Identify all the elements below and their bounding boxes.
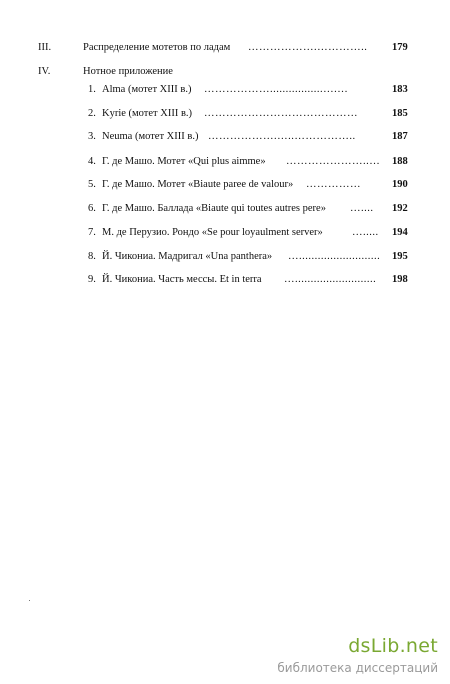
- scan-speck: [29, 600, 30, 601]
- toc-entry-leader: ……………….................….…: [204, 84, 349, 95]
- watermark-logo: dsLib.net: [348, 635, 438, 657]
- toc-entry-page: 195: [392, 251, 408, 262]
- toc-entry-title: Г. де Машо. Мотет «Biaute paree de valour»: [102, 179, 294, 190]
- toc-entry-title: Kyrie (мотет XIII в.): [102, 108, 193, 119]
- toc-entry-page: 198: [392, 274, 408, 285]
- toc-entry-leader: …..........................: [288, 251, 381, 262]
- toc-entry-number: 6.: [88, 203, 96, 214]
- toc-entry-page: 194: [392, 227, 408, 238]
- toc-entry-number: 4.: [88, 156, 96, 167]
- toc-entry-title: Й. Чикониа. Мадригал «Una panthera»: [102, 251, 273, 262]
- toc-entry-page: 187: [392, 131, 408, 142]
- toc-entry-leader: ….....: [352, 227, 379, 238]
- watermark-subtitle: библиотека диссертаций: [277, 661, 438, 675]
- watermark: [277, 635, 450, 684]
- toc-entry-page: 179: [392, 42, 408, 53]
- toc-entry-title: Г. де Машо. Баллада «Biaute qui toutes autres pere»: [102, 203, 326, 214]
- toc-entry-number: 2.: [88, 108, 96, 119]
- toc-entry-page: 185: [392, 108, 408, 119]
- toc-entry-leader: ……………: [306, 179, 361, 190]
- toc-entry-leader: ……………….…..……………..: [208, 131, 356, 142]
- toc-entry-leader: …..........................: [284, 274, 377, 285]
- toc-entry-number: IV.: [38, 66, 51, 77]
- toc-entry-title: Нотное приложение: [83, 66, 173, 77]
- toc-entry-number: 3.: [88, 131, 96, 142]
- toc-entry-title: Neuma (мотет XIII в.): [102, 131, 199, 142]
- toc-entry-leader: ……………….…………..: [248, 42, 368, 53]
- toc-entry-title: Распределение мотетов по ладам: [83, 42, 231, 53]
- toc-entry-title: М. де Перузио. Рондо «Se pour loyaulment server»: [102, 227, 323, 238]
- toc-entry-number: III.: [38, 42, 52, 53]
- toc-entry-number: 1.: [88, 84, 96, 95]
- toc-entry-number: 5.: [88, 179, 96, 190]
- toc-entry-leader: …………………..…: [286, 156, 381, 167]
- toc-entry-page: 192: [392, 203, 408, 214]
- toc-entry-title: Й. Чикониа. Часть мессы. Et in terra: [102, 274, 262, 285]
- toc-entry-number: 8.: [88, 251, 96, 262]
- toc-entry-page: 183: [392, 84, 408, 95]
- toc-entry-page: 188: [392, 156, 408, 167]
- toc-entry-number: 9.: [88, 274, 96, 285]
- toc-entry-leader: ……………………………………: [204, 108, 358, 119]
- toc-entry-number: 7.: [88, 227, 96, 238]
- toc-entry-title: Г. де Машо. Мотет «Qui plus aimme»: [102, 156, 266, 167]
- toc-entry-leader: …....: [350, 203, 374, 214]
- toc-entry-title: Alma (мотет XIII в.): [102, 84, 192, 95]
- toc-entry-page: 190: [392, 179, 408, 190]
